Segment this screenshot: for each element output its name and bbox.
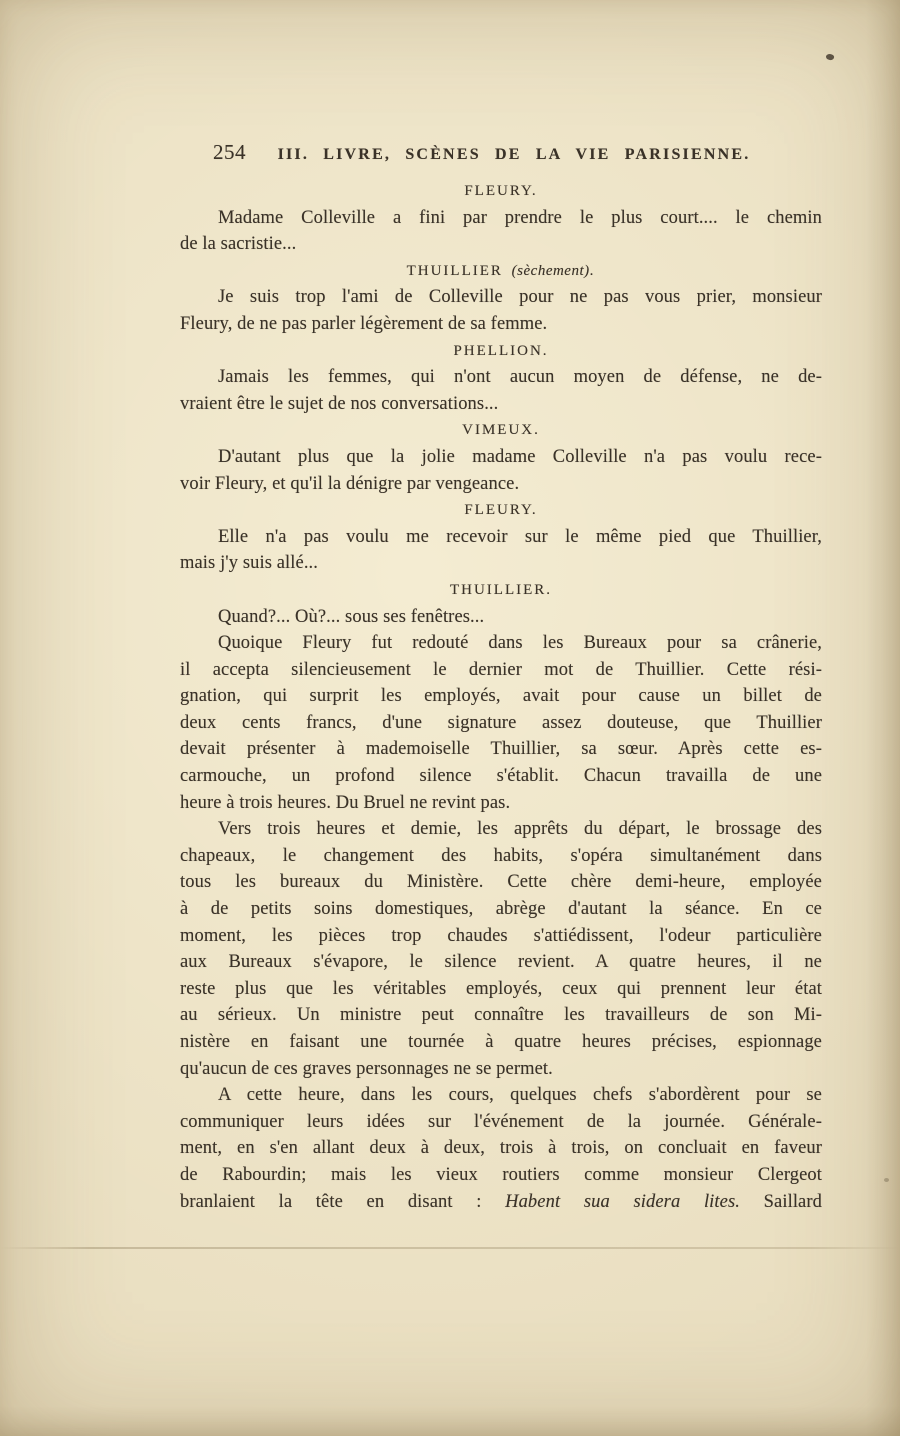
text-line: reste plus que les véritables employés, ceux qui prennent leur état [180, 978, 822, 999]
speaker-heading: FLEURY. [464, 502, 538, 519]
text-line: tous les bureaux du Ministère. Cette chère demi-heure, employée [180, 872, 822, 893]
text-line: au sérieux. Un ministre peut connaître les travailleurs de son Mi- [180, 1005, 822, 1026]
speaker-heading: VIMEUX. [462, 422, 540, 439]
paragraph [180, 524, 822, 577]
paragraph [180, 284, 822, 337]
text-line: vraient être le sujet de nos conversations... [180, 393, 499, 414]
text-line: communiquer leurs idées sur l'événement de la journée. Générale- [180, 1111, 822, 1132]
text-line: il accepta silencieusement le dernier mot de Thuillier. Cette rési- [180, 659, 822, 680]
text-line: deux cents francs, d'une signature assez douteuse, que Thuillier [180, 712, 822, 733]
paragraph [180, 364, 822, 417]
text-line: à de petits soins domestiques, abrège d'autant la séance. En ce [180, 899, 822, 920]
text-line: de Rabourdin; mais les vieux routiers comme monsieur Clergeot [180, 1164, 822, 1185]
speaker-heading: THUILLIER (sèchement). [406, 262, 596, 279]
running-title: III. LIVRE, SCÈNES DE LA VIE PARISIENNE. [277, 146, 751, 163]
text-line: de la sacristie... [180, 234, 297, 255]
scan-artifact-line [0, 1247, 900, 1249]
text-block [180, 140, 822, 1215]
text-line: nistère en faisant une tournée à quatre heures précises, espionnage [180, 1032, 822, 1052]
italic-text: Habent sua sidera lites. [505, 1191, 740, 1212]
text-line: Je suis trop l'ami de Colleville pour ne pas vous prier, monsieur [218, 287, 822, 308]
text-line: moment, les pièces trop chaudes s'attiédissent, l'odeur particulière [180, 925, 822, 946]
speaker-heading: PHELLION. [453, 342, 549, 359]
text-line: Jamais les femmes, qui n'ont aucun moyen de défense, ne de- [218, 367, 822, 388]
text-line: Madame Colleville a fini par prendre le plus court.... le chemin [218, 207, 822, 228]
page-edge-shadow-bottom [0, 1406, 900, 1436]
text-line: gnation, qui surprit les employés, avait pour cause un billet de [180, 686, 822, 707]
text-line: qu'aucun de ces graves personnages ne se permet. [180, 1058, 553, 1079]
text-line: Elle n'a pas voulu me recevoir sur le même pied que Thuillier, [218, 526, 822, 547]
text-line: branlaient la tête en disant : Habent sua sidera lites. Saillard [180, 1191, 822, 1212]
text-line: Vers trois heures et demie, les apprêts du départ, le brossage des [218, 819, 822, 840]
text-line: voir Fleury, et qu'il la dénigre par vengeance. [180, 473, 520, 494]
text-line: A cette heure, dans les cours, quelques chefs s'abordèrent pour se [218, 1085, 822, 1106]
text-line: aux Bureaux s'évapore, le silence revient. A quatre heures, il ne [180, 952, 822, 973]
speaker-heading: THUILLIER. [449, 581, 553, 598]
text-line: heure à trois heures. Du Bruel ne revint pas. [180, 792, 511, 813]
text-line: mais j'y suis allé... [180, 553, 319, 574]
paragraph [180, 444, 822, 497]
speaker-heading: FLEURY. [464, 183, 538, 199]
scan-speck [825, 53, 834, 61]
paragraph [180, 630, 822, 816]
page-edge-shadow-right [866, 0, 900, 1436]
text-line: Quand?... Où?... sous ses fenêtres... [218, 606, 485, 627]
text-line: ment, en s'en allant deux à deux, trois à trois, on concluait en faveur [180, 1138, 822, 1159]
paragraph [180, 1082, 822, 1215]
paragraph [180, 816, 822, 1082]
page-number: 254 [213, 140, 246, 164]
text-line: devait présenter à mademoiselle Thuillier, sa sœur. Après cette es- [180, 739, 822, 760]
italic-text: (sèchement) [511, 262, 590, 279]
text-line: chapeaux, le changement des habits, s'opéra simultanément dans [180, 845, 822, 866]
text-line: carmouche, un profond silence s'établit. Chacun travailla de une [180, 766, 822, 787]
text-line: Fleury, de ne pas parler légèrement de sa femme. [180, 313, 548, 334]
scan-speck-small [884, 1178, 889, 1182]
text-line: D'autant plus que la jolie madame Colleville n'a pas voulu rece- [218, 446, 822, 467]
paragraph [180, 205, 822, 258]
page-header [180, 140, 822, 168]
paragraph [180, 604, 822, 631]
text-line: Quoique Fleury fut redouté dans les Bureaux pour sa crânerie, [218, 633, 822, 654]
